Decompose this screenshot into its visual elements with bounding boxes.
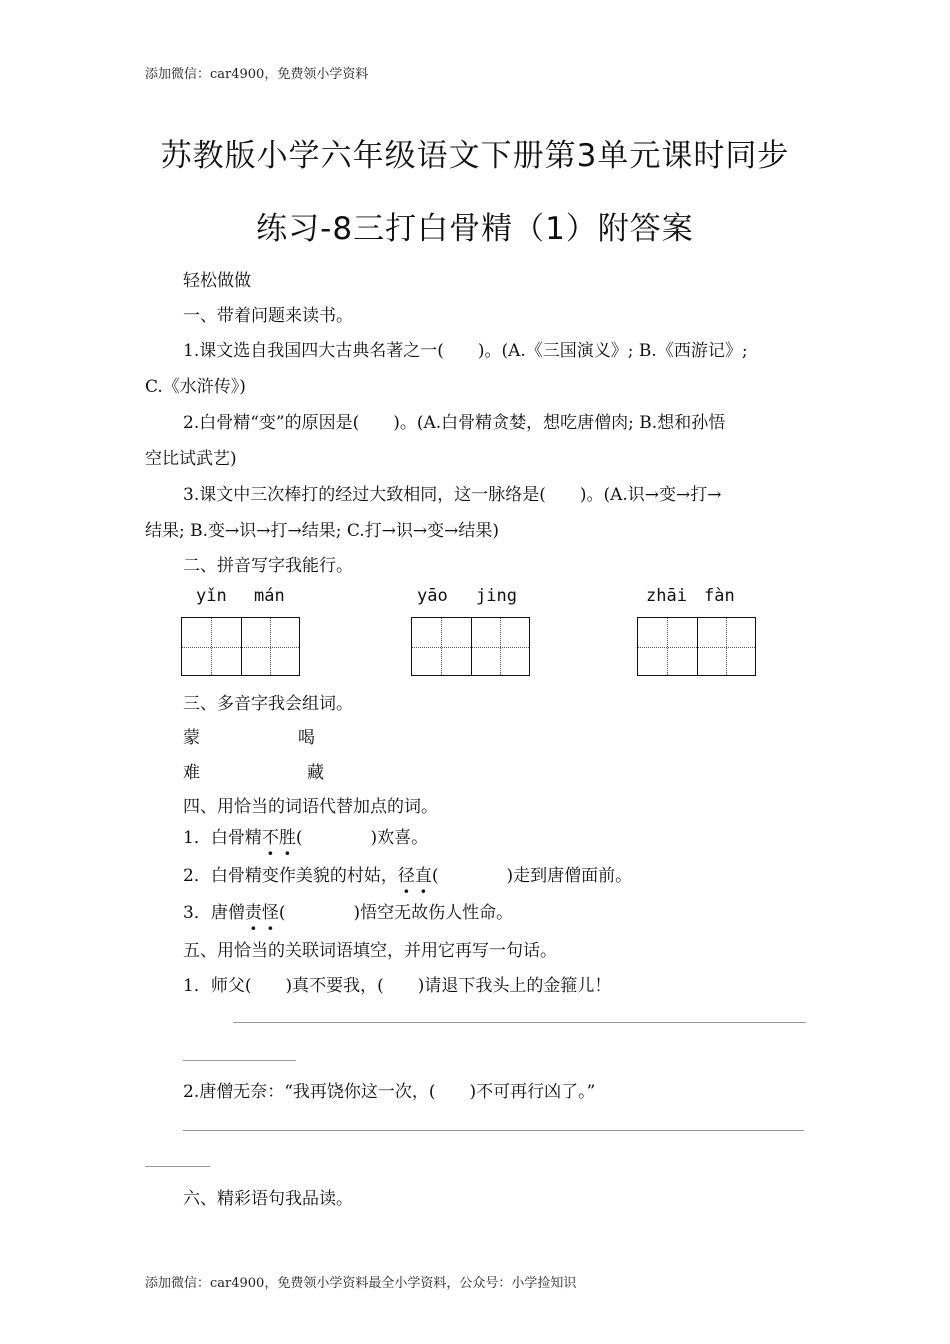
pinyin-3a: zhāi bbox=[646, 586, 687, 606]
section-6-heading: 六、精彩语句我品读。 bbox=[183, 1189, 353, 1209]
question-1-3-line-a: 3.课文中三次棒打的经过大致相同，这一脉络是( )。(A.识→变→打→ bbox=[183, 485, 722, 505]
pinyin-1b: mán bbox=[254, 586, 285, 606]
question-4-3: 3．唐僧责怪( )悟空无故伤人性命。 bbox=[183, 898, 513, 923]
dotted-char: 责 bbox=[244, 903, 262, 923]
polyphone-2: 喝 bbox=[298, 728, 315, 748]
section-1-heading: 一、带着问题来读书。 bbox=[183, 306, 353, 326]
pinyin-1a: yǐn bbox=[196, 586, 227, 606]
question-5-2: 2.唐僧无奈：“我再饶你这一次，( )不可再行凶了。” bbox=[183, 1082, 596, 1102]
section-2-heading: 二、拼音写字我能行。 bbox=[183, 556, 353, 576]
question-1-1-line-b: C.《水浒传》) bbox=[145, 377, 246, 397]
polyphone-3: 难 bbox=[183, 763, 200, 783]
polyphone-1: 蒙 bbox=[183, 728, 200, 748]
pinyin-3b: fàn bbox=[704, 586, 735, 606]
dotted-char: 径 bbox=[397, 866, 415, 886]
section-4-heading: 四、用恰当的词语代替加点的词。 bbox=[183, 797, 438, 817]
question-4-1: 1．白骨精不胜( )欢喜。 bbox=[183, 823, 428, 848]
question-4-2: 2．白骨精变作美貌的村姑，径直( )走到唐僧面前。 bbox=[183, 861, 632, 886]
dotted-char: 怪 bbox=[261, 903, 279, 923]
question-1-2-line-a: 2.白骨精“变”的原因是( )。(A.白骨精贪婪，想吃唐僧肉; B.想和孙悟 bbox=[183, 413, 726, 433]
section-5-heading: 五、用恰当的关联词语填空，并用它再写一句话。 bbox=[183, 941, 557, 961]
dotted-char: 胜 bbox=[278, 828, 296, 848]
answer-line[interactable] bbox=[183, 1130, 804, 1131]
pinyin-2b: jing bbox=[476, 586, 517, 606]
page-title-line-1: 苏教版小学六年级语文下册第3单元课时同步 bbox=[160, 138, 790, 174]
page-title-line-2: 练习-8三打白骨精（1）附答案 bbox=[256, 211, 694, 247]
question-1-1-line-a: 1.课文选自我国四大古典名著之一( )。(A.《三国演义》; B.《西游记》; bbox=[183, 341, 748, 361]
polyphone-4: 藏 bbox=[307, 763, 324, 783]
writing-grid-2[interactable] bbox=[411, 617, 530, 676]
footer-note: 添加微信：car4900，免费领小学资料最全小学资料，公众号：小学捡知识 bbox=[145, 1276, 577, 1291]
section-3-heading: 三、多音字我会组词。 bbox=[183, 694, 353, 714]
question-1-2-line-b: 空比试武艺) bbox=[145, 449, 237, 469]
question-5-1: 1．师父( )真不要我，( )请退下我头上的金箍儿！ bbox=[183, 976, 612, 996]
section-label-easy: 轻松做做 bbox=[183, 271, 251, 291]
answer-line[interactable] bbox=[233, 1022, 806, 1023]
writing-grid-3[interactable] bbox=[637, 617, 756, 676]
dotted-char: 不 bbox=[261, 828, 279, 848]
answer-line[interactable] bbox=[145, 1166, 210, 1167]
question-1-3-line-b: 结果; B.变→识→打→结果; C.打→识→变→结果) bbox=[145, 521, 500, 541]
dotted-char: 直 bbox=[414, 866, 432, 886]
answer-line[interactable] bbox=[183, 1060, 296, 1061]
writing-grid-1[interactable] bbox=[181, 617, 300, 676]
pinyin-2a: yāo bbox=[417, 586, 448, 606]
header-note: 添加微信：car4900，免费领小学资料 bbox=[145, 67, 369, 82]
